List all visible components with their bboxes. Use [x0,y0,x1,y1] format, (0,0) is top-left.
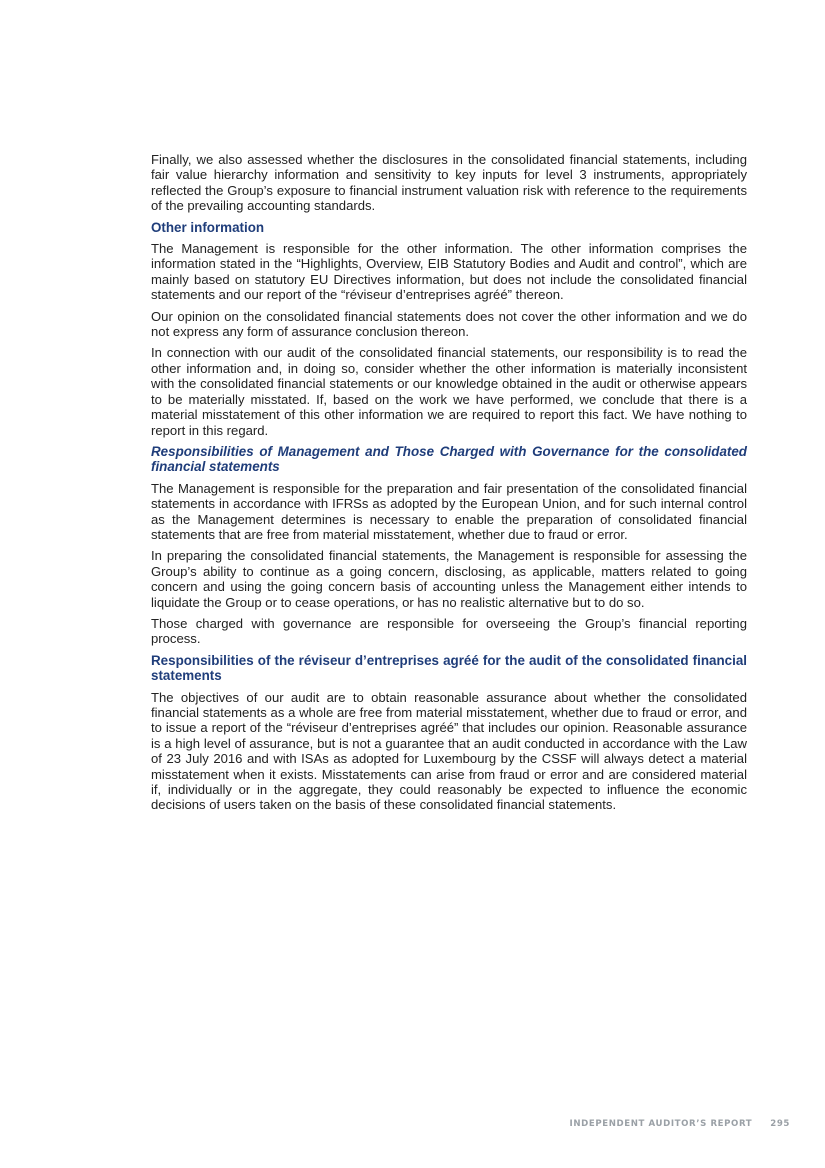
paragraph-management-preparation: The Management is responsible for the preparation and fair presentation of the consolidated financial statements in accordance with IFRSs as adopted by the European Union, and for such internal control as the Management determines is necessary to enable the preparation of consolidated financial statements that are free from material misstatement, whether due to fraud or error. [151,480,747,542]
page-footer [570,1119,790,1129]
page-number: 295 [770,1119,790,1129]
paragraph-disclosures: Finally, we also assessed whether the disclosures in the consolidated financial statements, including fair value hierarchy information and sensitivity to key inputs for level 3 instruments, appropriately reflected the Group’s exposure to financial instrument valuation risk with reference to the requirements of the prevailing accounting standards. [151,152,747,214]
report-body [151,152,747,819]
paragraph-audit-connection: In connection with our audit of the consolidated financial statements, our responsibility is to read the other information and, in doing so, consider whether the other information is materially inconsistent with the consolidated financial statements or our knowledge obtained in the audit or otherwise appears to be materially misstated. If, based on the work we have performed, we conclude that there is a material misstatement of this other information we are required to report this fact. We have nothing to report in this regard. [151,345,747,438]
heading-other-information: Other information [151,219,265,235]
footer-title: INDEPENDENT AUDITOR’S REPORT [569,1119,753,1129]
heading-reviseur-responsibilities: Responsibilities of the réviseur d’entreprises agréé for the audit of the consolidated financial statements [151,652,747,684]
heading-management-responsibilities: Responsibilities of Management and Those Charged with Governance for the consolidated financial statements [151,443,747,475]
paragraph-audit-objectives: The objectives of our audit are to obtain reasonable assurance about whether the consolidated financial statements as a whole are free from material misstatement, whether due to fraud or error, and to issue a report of the “réviseur d’entreprises agréé” that includes our opinion. Reasonable assurance is a high level of assurance, but is not a guarantee that an audit conducted in accordance with the Law of 23 July 2016 and with ISAs as adopted for Luxembourg by the CSSF will always detect a material misstatement when it exists. Misstatements can arise from fraud or error and are considered material if, individually or in the aggregate, they could reasonably be expected to influence the economic decisions of users taken on the basis of these consolidated financial statements. [151,689,747,813]
paragraph-governance-oversight: Those charged with governance are responsible for overseeing the Group’s financial reporting process. [151,615,747,647]
paragraph-other-info-responsibility: The Management is responsible for the other information. The other information comprises the information stated in the “Highlights, Overview, EIB Statutory Bodies and Audit and control”, which are mainly based on statutory EU Directives information, but does not include the consolidated financial statements and our report of the “réviseur d’entreprises agréé” thereon. [151,241,747,303]
paragraph-opinion-scope: Our opinion on the consolidated financial statements does not cover the other information and we do not express any form of assurance conclusion thereon. [151,308,747,340]
paragraph-going-concern: In preparing the consolidated financial statements, the Management is responsible for assessing the Group’s ability to continue as a going concern, disclosing, as applicable, matters related to going concern and using the going concern basis of accounting unless the Management either intends to liquidate the Group or to cease operations, or has no realistic alternative but to do so. [151,548,747,610]
